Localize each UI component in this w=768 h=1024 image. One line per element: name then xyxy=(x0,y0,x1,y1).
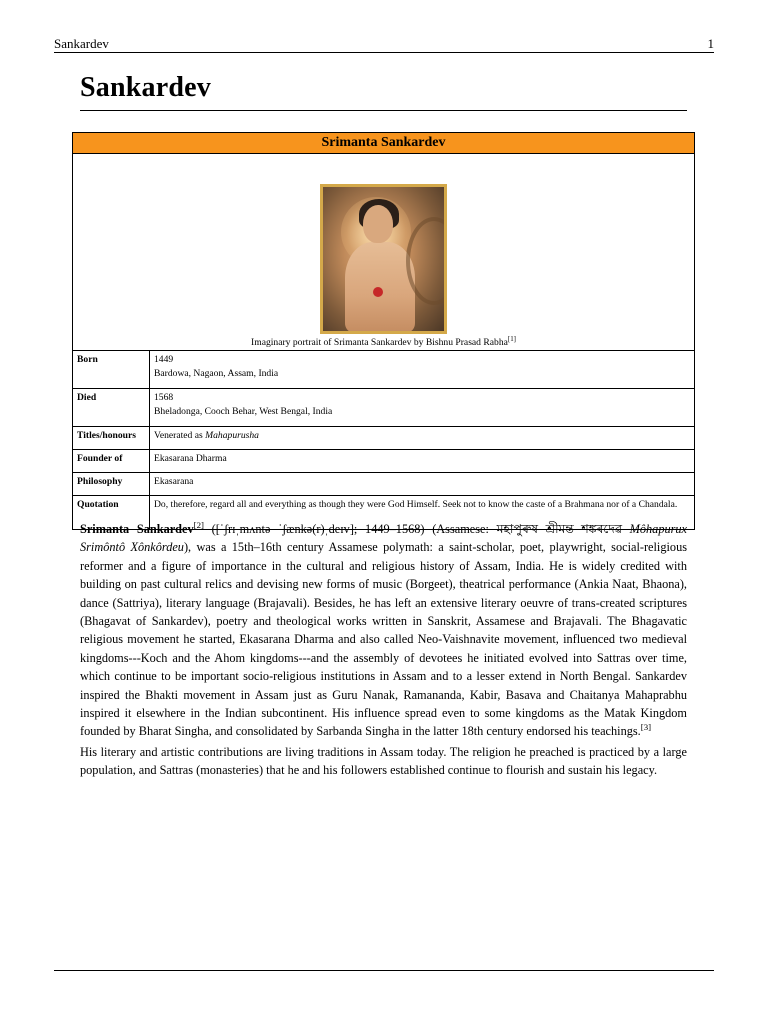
image-caption xyxy=(73,336,694,350)
philosophy-value[interactable]: Ekasarana xyxy=(150,473,695,496)
born-label: Born xyxy=(73,351,150,389)
citation-1[interactable]: [1] xyxy=(507,335,516,343)
ipa-and-dates: ([ˈʃrɪˌmʌntə ˈʃænkə(r)ˌdeɪv]; 1449–1568) (Assamese: মহাপুৰুষ শ্ৰীমন্ত শঙ্কৰদেৱ xyxy=(203,522,630,536)
titles-prefix: Venerated as xyxy=(154,430,206,441)
page-title: Sankardev xyxy=(80,72,211,103)
founder-value[interactable]: Ekasarana Dharma xyxy=(150,450,695,473)
running-head xyxy=(54,36,714,52)
infobox-header: Srimanta Sankardev xyxy=(73,133,695,154)
citation-2[interactable]: [2] xyxy=(193,519,204,530)
lead-name: Srimanta Sankardev xyxy=(80,522,194,536)
titles-value xyxy=(150,427,695,450)
titles-emphasis: Mahapurusha xyxy=(205,430,259,441)
died-label: Died xyxy=(73,389,150,427)
paragraph-1-text: ), was a 15th–16th century Assamese polymath: a saint-scholar, poet, playwright, social-religious reformer and a figure of importance in the cultural and religious history of Assam, India. He is widely credited with building on past cultural relics and devising new forms of music (Borgeet), theatrical performance (Ankia Naat, Bhaona), dance (Sattriya), literary language (Brajavali). Besides, he has left an extensive literary oeuvre of trans-created scriptures (Bhagavat of Sankardev), poetry and theological works written in Sanskrit, Assamese and Brajavali. The Bhagavatic religious movement he started, Ekasarana Dharma and also called Neo-Vaishnavite movement, influenced two medieval kingdoms---Koch and the Ahom kingdoms---and the assembly of devotees he initiated evolved into Sattras over time, which continue to be important socio-religious institutions in Assam and to a lesser extend in North Bengal. Sankardev inspired the Bhakti movement in Assam just as Guru Nanak, Ramananda, Kabir, Basava and Chaitanya Mahaprabhu inspired it elsewhere in the Indian subcontinent. His influence spread even to some kingdoms as the Matak Kingdom founded by Bharat Singha, and consolidated by Sarbanda Singha in the latter 18th century endorsed his teachings. xyxy=(80,540,687,739)
died-year: 1568 xyxy=(154,392,174,403)
infobox-image-cell xyxy=(73,154,695,351)
header-rule xyxy=(54,52,714,53)
born-place[interactable]: Bardowa, Nagaon, Assam, India xyxy=(154,368,279,379)
paragraph-1 xyxy=(80,520,687,741)
title-rule xyxy=(80,110,687,111)
infobox xyxy=(72,132,695,530)
founder-label: Founder of xyxy=(73,450,150,473)
running-head-title: Sankardev xyxy=(54,36,109,51)
died-value xyxy=(150,389,695,427)
philosophy-label: Philosophy xyxy=(73,473,150,496)
born-year: 1449 xyxy=(154,354,174,365)
titles-label: Titles/honours xyxy=(73,427,150,450)
image-caption-text: Imaginary portrait of Srimanta Sankardev by Bishnu Prasad Rabha xyxy=(251,337,508,348)
quotation-value: Do, therefore, regard all and everything as though they were God Himself. Seek not to know the caste of a Brahmana nor of a Chandala. xyxy=(150,496,695,530)
page-number: 1 xyxy=(707,36,714,51)
paragraph-2: His literary and artistic contributions are living traditions in Assam today. The religion he preached is practiced by a large population, and Sattras (monasteries) that he and his followers established continue to flourish and sustain his legacy. xyxy=(80,744,687,778)
footer-rule xyxy=(54,970,714,971)
citation-3[interactable]: [3] xyxy=(640,722,652,733)
portrait-image xyxy=(320,184,447,334)
died-place[interactable]: Bheladonga, Cooch Behar, West Bengal, India xyxy=(154,406,333,417)
romanized-name: Môhapurux Srimôntô Xônkôrdeu xyxy=(80,522,688,555)
article-body xyxy=(80,520,687,782)
born-value xyxy=(150,351,695,389)
quotation-label: Quotation xyxy=(73,496,150,530)
